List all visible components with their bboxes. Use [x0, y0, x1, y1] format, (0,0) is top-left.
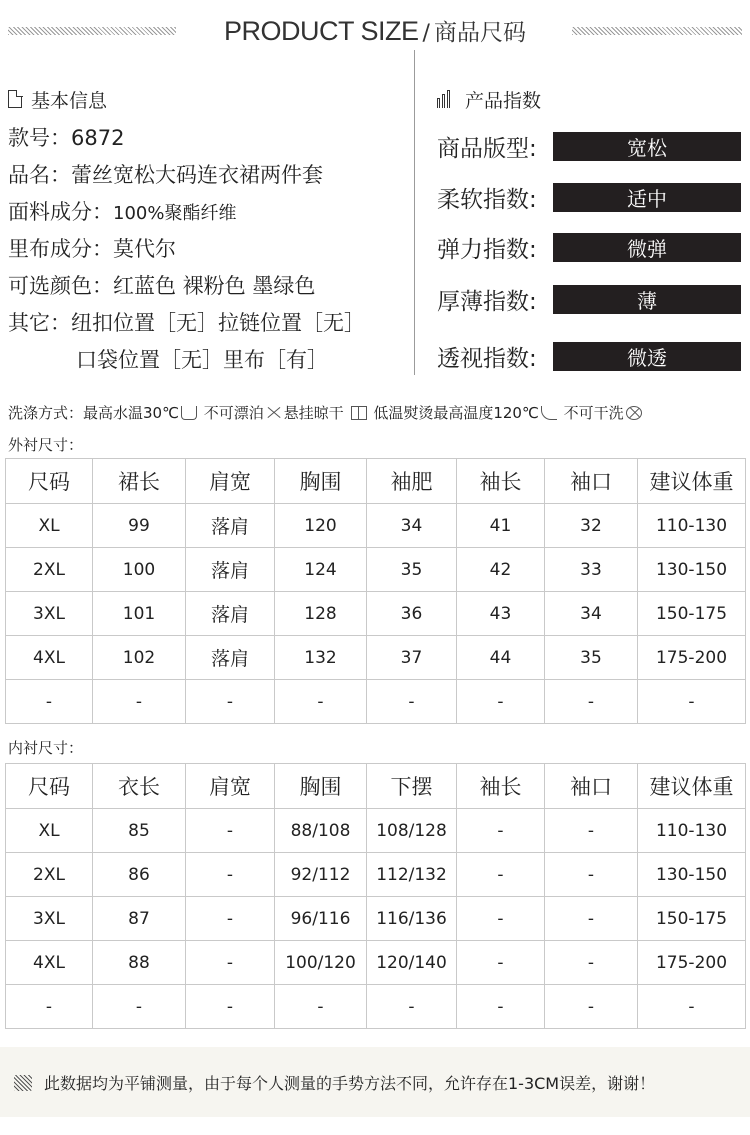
table-cell: - [545, 853, 638, 897]
table-row [6, 985, 746, 1029]
table-cell: XL [6, 504, 93, 548]
column-header: 建议体重 [638, 764, 746, 809]
care-water-temp: 最高水温30℃ [83, 404, 179, 422]
table-cell: 42 [457, 548, 545, 592]
table-cell: 130-150 [638, 548, 746, 592]
table-row [6, 504, 746, 548]
table-cell: 110-130 [638, 504, 746, 548]
table-cell: 34 [367, 504, 457, 548]
no-dry-clean-icon [626, 406, 642, 420]
info-label: 面料成分： [8, 200, 113, 224]
column-header: 衣长 [93, 764, 186, 809]
table-cell: 124 [275, 548, 367, 592]
basic-info-heading-text: 基本信息 [31, 89, 108, 112]
column-header: 胸围 [275, 764, 367, 809]
product-index-heading-text: 产品指数 [465, 89, 542, 112]
table-cell: 4XL [6, 636, 93, 680]
column-header: 下摆 [367, 764, 457, 809]
info-line-product-name [8, 157, 408, 194]
info-line-fabric [8, 194, 408, 231]
care-no-dry-clean: 不可干洗 [563, 404, 624, 422]
column-header: 袖口 [545, 764, 638, 809]
measurement-note-bar [0, 1047, 750, 1117]
table-cell: 3XL [6, 592, 93, 636]
table-cell: 37 [367, 636, 457, 680]
table-cell: 101 [93, 592, 186, 636]
table-cell: 85 [93, 809, 186, 853]
title-en: PRODUCT SIZE [224, 16, 419, 46]
table-cell: 175-200 [638, 636, 746, 680]
table-row [6, 853, 746, 897]
measurement-note-text: 此数据均为平铺测量，由于每个人测量的手势方法不同，允许存在1-3CM误差，谢谢！ [44, 1074, 656, 1093]
column-header: 袖长 [457, 764, 545, 809]
info-line-style-no [8, 120, 408, 157]
vertical-divider [414, 50, 415, 375]
info-line-other-2: 口袋位置［无］里布［有］ [76, 348, 328, 372]
info-line-lining [8, 231, 408, 268]
table-cell: 150-175 [638, 592, 746, 636]
table-cell: - [275, 985, 367, 1029]
table-cell: 2XL [6, 548, 93, 592]
page-header [0, 12, 750, 52]
table-cell: 92/112 [275, 853, 367, 897]
index-value-badge: 微弹 [553, 233, 741, 262]
table-cell: - [457, 809, 545, 853]
table-row [6, 809, 746, 853]
table-cell: 87 [93, 897, 186, 941]
table-cell: - [545, 897, 638, 941]
table-cell: - [545, 985, 638, 1029]
table-cell: 100 [93, 548, 186, 592]
outer-size-table [5, 458, 746, 724]
table-row [6, 941, 746, 985]
table-cell: - [457, 941, 545, 985]
header-hatch-right [572, 27, 742, 35]
info-label: 款号： [8, 126, 71, 150]
index-label: 柔软指数: [437, 187, 537, 213]
index-row-fit [437, 130, 741, 163]
table-cell: 110-130 [638, 809, 746, 853]
table-cell: 2XL [6, 853, 93, 897]
table-cell: 100/120 [275, 941, 367, 985]
table-row [6, 548, 746, 592]
table-cell: 36 [367, 592, 457, 636]
table-cell: 99 [93, 504, 186, 548]
table-cell: 落肩 [186, 504, 275, 548]
table-cell: - [457, 897, 545, 941]
info-label: 里布成分： [8, 237, 113, 261]
care-no-bleach: 不可漂泊 [203, 404, 264, 422]
care-iron: 低温熨烫最高温度120℃ [373, 404, 539, 422]
basic-info-section [8, 84, 408, 379]
table-cell: - [545, 809, 638, 853]
table-cell: 130-150 [638, 853, 746, 897]
index-value-badge: 宽松 [553, 132, 741, 161]
table-header-row [6, 764, 746, 809]
index-label: 商品版型: [437, 136, 537, 162]
table-cell: - [186, 897, 275, 941]
index-value-badge: 微透 [553, 342, 741, 371]
table-cell: 88/108 [275, 809, 367, 853]
table-cell: 43 [457, 592, 545, 636]
info-line-other [8, 305, 408, 342]
measurement-note [14, 1071, 655, 1094]
table-header-row [6, 459, 746, 504]
index-row-elasticity [437, 231, 741, 264]
table-cell: 32 [545, 504, 638, 548]
document-icon [8, 90, 22, 108]
column-header: 尺码 [6, 764, 93, 809]
table-cell: - [638, 985, 746, 1029]
iron-icon [541, 406, 557, 420]
table-cell: - [545, 941, 638, 985]
table-cell: 175-200 [638, 941, 746, 985]
table-cell: 落肩 [186, 548, 275, 592]
index-label: 透视指数: [437, 346, 537, 372]
table-row [6, 897, 746, 941]
bar-chart-icon [437, 90, 457, 108]
table-cell: 44 [457, 636, 545, 680]
basic-info-heading [8, 84, 408, 114]
table-cell: - [186, 680, 275, 724]
table-cell: 落肩 [186, 592, 275, 636]
column-header: 袖口 [545, 459, 638, 504]
index-row-thickness [437, 283, 741, 316]
inner-table-caption: 内衬尺寸： [8, 739, 84, 757]
column-header: 胸围 [275, 459, 367, 504]
index-value-badge: 薄 [553, 285, 741, 314]
table-cell: - [186, 985, 275, 1029]
table-cell: - [275, 680, 367, 724]
index-label: 弹力指数: [437, 237, 537, 263]
care-label: 洗涤方式： [8, 404, 84, 422]
table-cell: - [186, 941, 275, 985]
table-cell: - [457, 985, 545, 1029]
table-cell: 102 [93, 636, 186, 680]
table-cell: 35 [545, 636, 638, 680]
info-value: 100%聚酯纤维 [113, 203, 237, 224]
table-cell: 150-175 [638, 897, 746, 941]
table-cell: 35 [367, 548, 457, 592]
info-value: 莫代尔 [113, 237, 176, 261]
index-row-transparency [437, 340, 741, 373]
page-title [180, 14, 570, 47]
table-cell: 33 [545, 548, 638, 592]
table-cell: XL [6, 809, 93, 853]
column-header: 肩宽 [186, 459, 275, 504]
table-cell: - [638, 680, 746, 724]
no-bleach-icon [266, 406, 282, 420]
index-label: 厚薄指数: [437, 289, 537, 315]
column-header: 肩宽 [186, 764, 275, 809]
info-value: 纽扣位置［无］拉链位置［无］ [71, 311, 365, 335]
wash-basin-icon [181, 406, 197, 420]
info-line-colors [8, 268, 408, 305]
hang-dry-icon [351, 406, 367, 420]
table-cell: 86 [93, 853, 186, 897]
table-cell: 120 [275, 504, 367, 548]
table-cell: - [367, 680, 457, 724]
info-value: 6872 [71, 126, 125, 150]
table-cell: - [457, 853, 545, 897]
table-cell: - [6, 680, 93, 724]
table-cell: 120/140 [367, 941, 457, 985]
title-separator: / [422, 21, 430, 46]
info-value: 蕾丝宽松大码连衣裙两件套 [71, 163, 323, 187]
care-instructions [8, 402, 644, 423]
table-row [6, 636, 746, 680]
table-row [6, 592, 746, 636]
table-cell: 116/136 [367, 897, 457, 941]
info-label: 其它： [8, 311, 71, 335]
column-header: 尺码 [6, 459, 93, 504]
table-cell: 4XL [6, 941, 93, 985]
title-cn: 商品尺码 [433, 20, 526, 46]
table-cell: - [457, 680, 545, 724]
product-index-heading [437, 84, 541, 114]
table-cell: - [6, 985, 93, 1029]
info-value: 红蓝色 裸粉色 墨绿色 [113, 274, 316, 298]
table-cell: 3XL [6, 897, 93, 941]
index-value-badge: 适中 [553, 183, 741, 212]
column-header: 袖肥 [367, 459, 457, 504]
table-cell: 96/116 [275, 897, 367, 941]
info-label: 可选颜色： [8, 274, 113, 298]
header-hatch-left [8, 27, 176, 35]
column-header: 裙长 [93, 459, 186, 504]
outer-table-caption: 外衬尺寸： [8, 436, 84, 454]
table-cell: - [93, 985, 186, 1029]
table-cell: - [367, 985, 457, 1029]
asterisk-icon [14, 1075, 32, 1091]
column-header: 袖长 [457, 459, 545, 504]
column-header: 建议体重 [638, 459, 746, 504]
table-cell: 34 [545, 592, 638, 636]
info-label: 品名： [8, 163, 71, 187]
table-cell: - [545, 680, 638, 724]
table-cell: 落肩 [186, 636, 275, 680]
table-cell: 88 [93, 941, 186, 985]
table-row [6, 680, 746, 724]
table-cell: 108/128 [367, 809, 457, 853]
care-hang-dry: 悬挂晾干 [283, 404, 344, 422]
table-cell: 128 [275, 592, 367, 636]
table-cell: - [93, 680, 186, 724]
table-cell: 132 [275, 636, 367, 680]
inner-size-table [5, 763, 746, 1029]
table-cell: - [186, 809, 275, 853]
table-cell: - [186, 853, 275, 897]
table-cell: 112/132 [367, 853, 457, 897]
table-cell: 41 [457, 504, 545, 548]
index-row-softness [437, 181, 741, 214]
